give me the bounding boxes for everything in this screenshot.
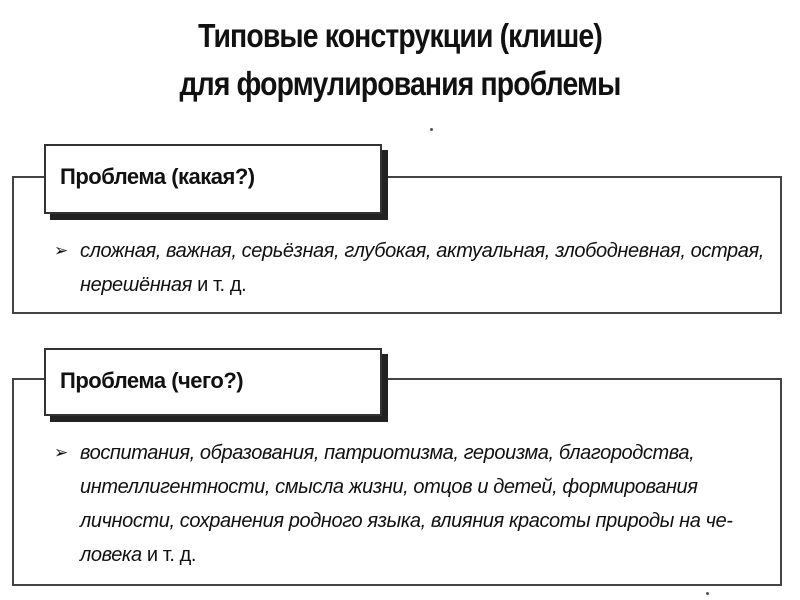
arrowhead-bullet-icon: ➢: [54, 443, 69, 463]
bullet-tail-text: и т. д.: [191, 274, 247, 296]
section-label-box-what-kind: [44, 144, 382, 214]
scan-speck: [430, 128, 433, 131]
arrowhead-bullet-icon: ➢: [54, 241, 69, 261]
bullet-italic-text: воспитания, образования, патриотизма, героизма, благородства, интеллигентности, смысла жизни, отцов и детей, формирования личности, сохранения родного языка, влияния красоты природы на человека: [80, 442, 733, 566]
list-item-of-what: [54, 436, 770, 572]
bullet-italic-text: сложная, важная, серьёзная, глубокая, актуальная, злободневная, острая, нерешённая: [80, 240, 764, 296]
section-label-box-of-what: [44, 348, 382, 416]
scan-speck: [706, 592, 709, 595]
bullet-text-what-kind: [80, 234, 770, 302]
section-label-of-what: Проблема (чего?): [60, 368, 244, 393]
page-title: [0, 12, 800, 108]
title-line-2: для формулирования проблемы: [179, 65, 621, 102]
list-item-what-kind: [54, 234, 770, 302]
section-label-what-kind: Проблема (какая?): [60, 164, 255, 189]
title-line-1: Типовые конструкции (клише): [198, 17, 602, 54]
bullet-text-of-what: [80, 436, 770, 572]
bullet-tail-text: и т. д.: [141, 544, 197, 566]
